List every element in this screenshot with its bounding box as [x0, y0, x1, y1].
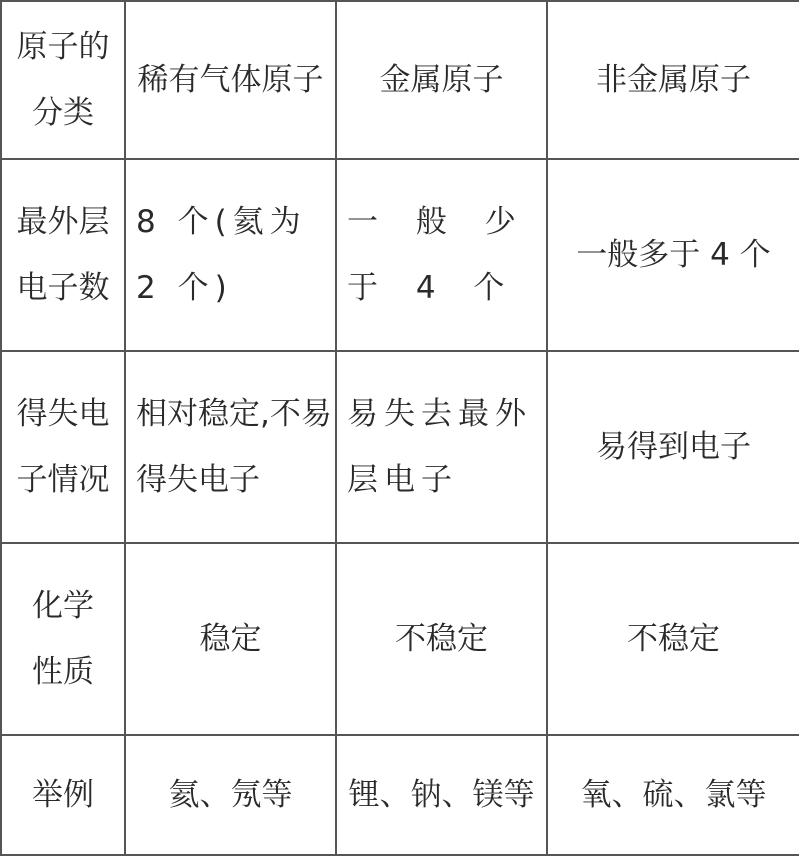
row-header: 得失电子情况: [1, 351, 125, 543]
table-cell: 稳定: [125, 543, 336, 735]
table-cell: 一 般 少 于 4 个: [336, 159, 547, 351]
row-header: 原子的分类: [1, 1, 125, 159]
table-cell: 易得到电子: [547, 351, 799, 543]
table-row: [1, 159, 799, 351]
table-cell: 8 个(氦为 2 个): [125, 159, 336, 351]
table-cell: 氧、硫、氯等: [547, 735, 799, 855]
table-cell: 相对稳定,不易得失电子: [125, 351, 336, 543]
table-row: [1, 351, 799, 543]
table-cell: 易失去最外层电子: [336, 351, 547, 543]
table-cell: 不稳定: [336, 543, 547, 735]
table-cell: 稀有气体原子: [125, 1, 336, 159]
table-cell: 金属原子: [336, 1, 547, 159]
table-cell: 非金属原子: [547, 1, 799, 159]
table-row: [1, 735, 799, 855]
row-header: 化学性质: [1, 543, 125, 735]
table-cell: 不稳定: [547, 543, 799, 735]
table-row: [1, 1, 799, 159]
table-cell: 锂、钠、镁等: [336, 735, 547, 855]
row-header: 最外层电子数: [1, 159, 125, 351]
table-cell: 一般多于 4 个: [547, 159, 799, 351]
table-cell: 氦、氖等: [125, 735, 336, 855]
row-header: 举例: [1, 735, 125, 855]
table-row: [1, 543, 799, 735]
